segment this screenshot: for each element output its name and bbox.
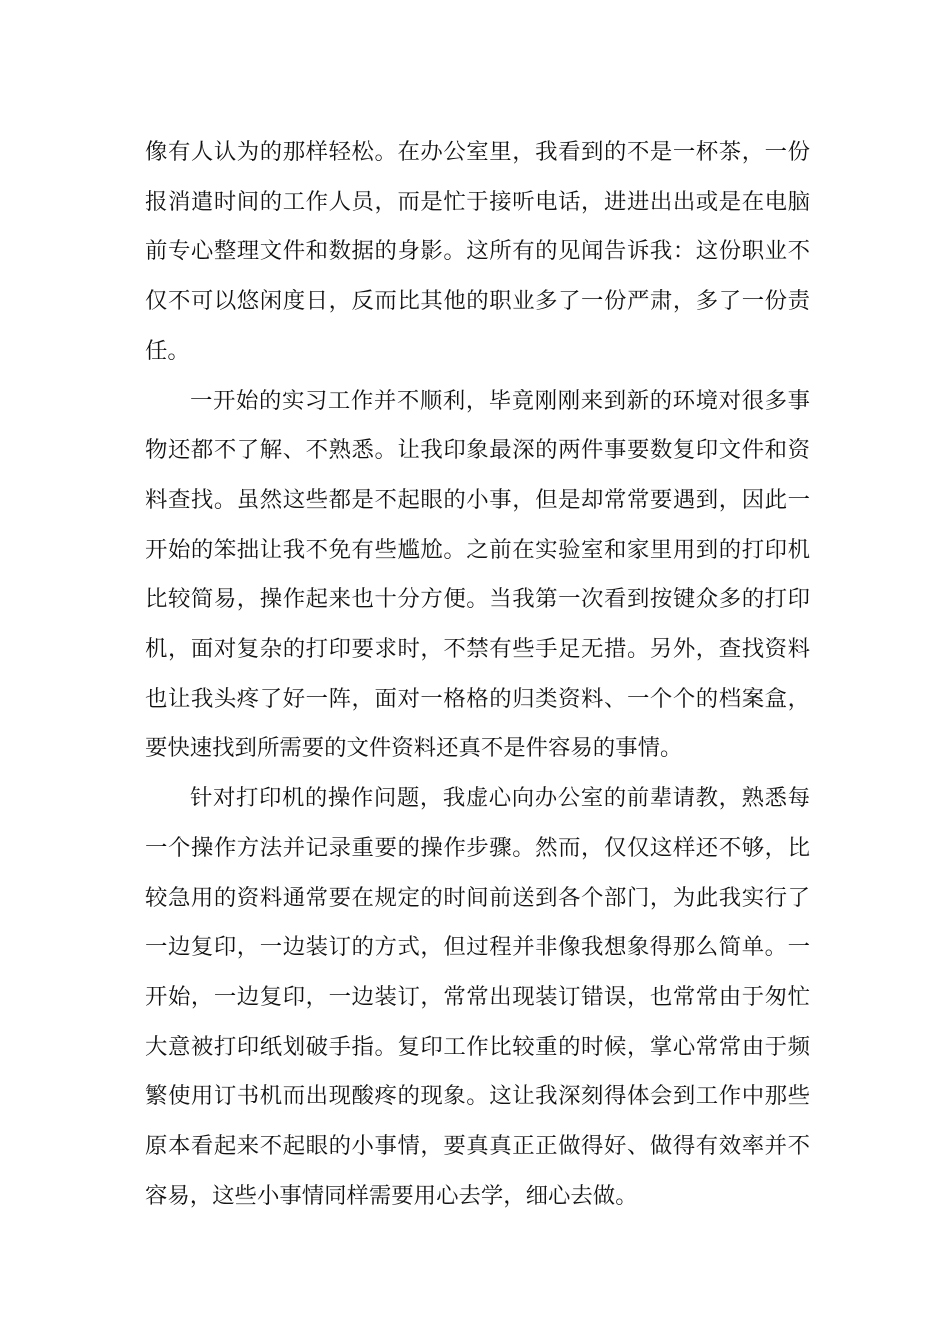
- paragraph-1: 像有人认为的那样轻松。在办公室里，我看到的不是一杯茶，一份报消遣时间的工作人员，而是忙于接听电话，进进出出或是在电脑前专心整理文件和数据的身影。这所有的见闻告诉我：这份职业不仅不可以悠闲度日，反而比其他的职业多了一份严肃，多了一份责任。: [145, 139, 810, 364]
- document-body: [145, 128, 810, 1221]
- paragraph-3: 针对打印机的操作问题，我虚心向办公室的前辈请教，熟悉每一个操作方法并记录重要的操作步骤。然而，仅仅这样还不够，比较急用的资料通常要在规定的时间前送到各个部门，为此我实行了一边复印，一边装订的方式，但过程并非像我想象得那么简单。一开始，一边复印，一边装订，常常出现装订错误，也常常由于匆忙大意被打印纸划破手指。复印工作比较重的时候，掌心常常由于频繁使用订书机而出现酸疼的现象。这让我深刻得体会到工作中那些原本看起来不起眼的小事情，要真真正正做得好、做得有效率并不容易，这些小事情同样需要用心去学，细心去做。: [145, 785, 810, 1209]
- paragraph-2: 一开始的实习工作并不顺利，毕竟刚刚来到新的环境对很多事物还都不了解、不熟悉。让我印象最深的两件事要数复印文件和资料查找。虽然这些都是不起眼的小事，但是却常常要遇到，因此一开始的笨拙让我不免有些尴尬。之前在实验室和家里用到的打印机比较简易，操作起来也十分方便。当我第一次看到按键众多的打印机，面对复杂的打印要求时，不禁有些手足无措。另外，查找资料也让我头疼了好一阵，面对一格格的归类资料、一个个的档案盒，要快速找到所需要的文件资料还真不是件容易的事情。: [145, 387, 810, 762]
